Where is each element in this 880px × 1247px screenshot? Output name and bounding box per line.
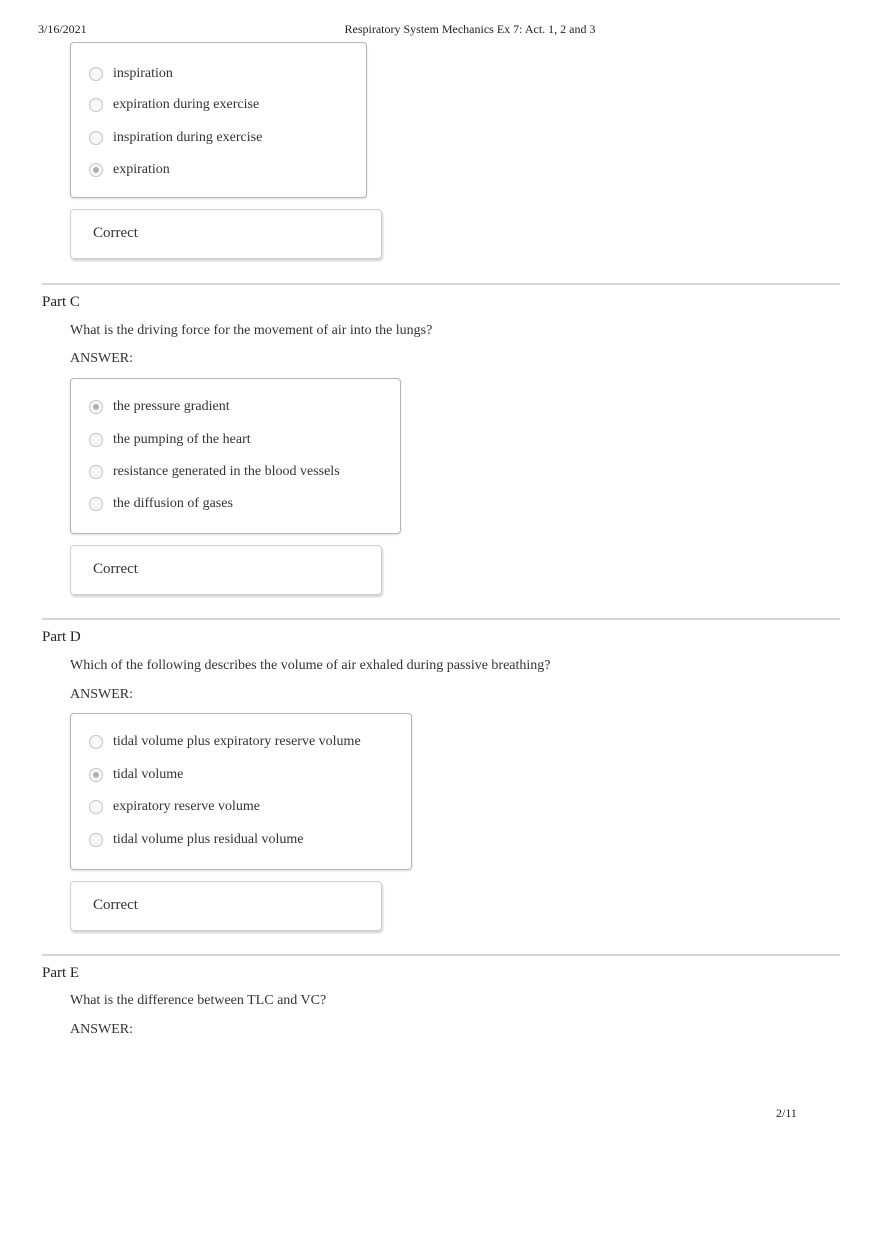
page-number: 2/11 [776,1106,797,1120]
option-label: inspiration during exercise [113,130,263,145]
part-e-title: Part E [42,965,80,981]
radio-icon[interactable] [89,98,103,112]
part-c-options [70,378,401,534]
option-label: the pressure gradient [113,399,230,414]
part-b-option[interactable] [89,95,259,115]
option-label: expiratory reserve volume [113,799,260,814]
section-divider [42,283,840,285]
part-c-option[interactable] [89,494,233,514]
part-c-option[interactable] [89,430,251,450]
part-d-answer-label: ANSWER: [70,687,133,702]
part-b-feedback [70,209,382,259]
radio-icon[interactable] [89,833,103,847]
part-c-answer-label: ANSWER: [70,351,133,366]
option-label: expiration [113,162,170,177]
radio-selected-icon[interactable] [89,400,103,414]
option-label: the diffusion of gases [113,496,233,511]
feedback-text: Correct [93,897,138,913]
part-b-option[interactable] [89,160,170,180]
radio-icon[interactable] [89,433,103,447]
option-label: inspiration [113,66,173,81]
radio-icon[interactable] [89,735,103,749]
option-label: tidal volume plus residual volume [113,832,304,847]
part-c-title: Part C [42,294,80,310]
part-d-title: Part D [42,629,81,645]
option-label: the pumping of the heart [113,432,251,447]
radio-selected-icon[interactable] [89,768,103,782]
feedback-text: Correct [93,561,138,577]
part-d-question: Which of the following describes the volume of air exhaled during passive breathing? [70,658,551,673]
part-e-answer-label: ANSWER: [70,1022,133,1037]
option-label: expiration during exercise [113,97,260,112]
part-c-feedback [70,545,382,595]
part-d-options [70,713,412,870]
part-d-feedback [70,881,382,931]
part-e-question: What is the difference between TLC and VC? [70,993,327,1008]
radio-selected-icon[interactable] [89,163,103,177]
radio-icon[interactable] [89,67,103,81]
option-label: tidal volume plus expiratory reserve volume [113,734,361,749]
option-label: tidal volume [113,767,184,782]
part-b-option[interactable] [89,64,173,84]
option-label: resistance generated in the blood vessels [113,464,340,479]
feedback-text: Correct [93,225,138,241]
document-title: Respiratory System Mechanics Ex 7: Act. 1, 2 and 3 [344,22,596,36]
print-date: 3/16/2021 [38,22,87,36]
part-d-option[interactable] [89,797,260,817]
part-b-option[interactable] [89,128,262,148]
part-c-question: What is the driving force for the movement of air into the lungs? [70,323,433,338]
radio-icon[interactable] [89,800,103,814]
part-d-option[interactable] [89,765,183,785]
section-divider [42,618,840,620]
part-c-option[interactable] [89,462,340,482]
section-divider [42,954,840,956]
radio-icon[interactable] [89,497,103,511]
part-d-option[interactable] [89,830,304,850]
radio-icon[interactable] [89,465,103,479]
part-b-options [70,42,367,198]
radio-icon[interactable] [89,131,103,145]
part-c-option[interactable] [89,397,230,417]
part-d-option[interactable] [89,732,361,752]
